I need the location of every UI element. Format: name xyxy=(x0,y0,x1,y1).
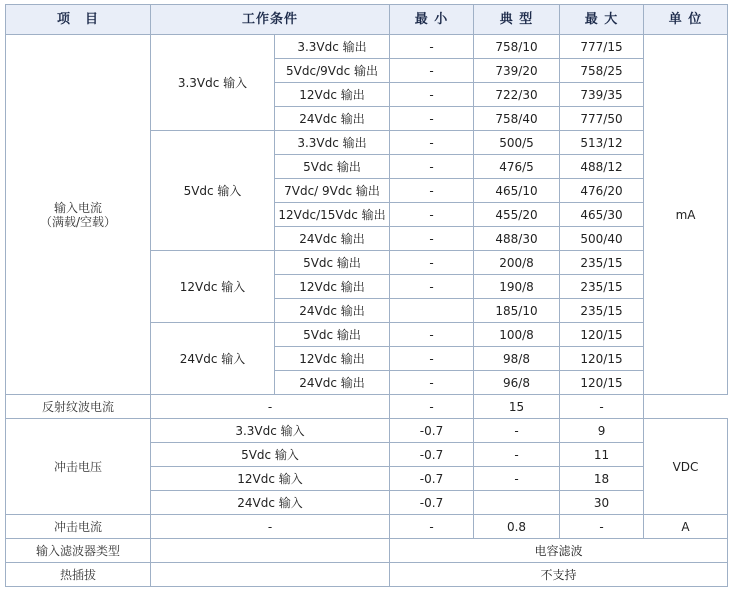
output-condition: 3.3Vdc 输出 xyxy=(275,35,390,59)
table-body xyxy=(6,35,728,587)
header-item: 项 目 xyxy=(6,5,151,35)
surge-condition: 5Vdc 输入 xyxy=(151,443,390,467)
filter-type-empty xyxy=(151,539,390,563)
header-max: 最 大 xyxy=(560,5,644,35)
min-value: - xyxy=(390,131,474,155)
max-value: 235/15 xyxy=(560,251,644,275)
surge-current-unit: A xyxy=(644,515,728,539)
header-min: 最 小 xyxy=(390,5,474,35)
typ-value: 15 xyxy=(474,395,560,419)
min-value: -0.7 xyxy=(390,443,474,467)
max-value: 235/15 xyxy=(560,299,644,323)
max-value: - xyxy=(560,515,644,539)
header-unit: 单 位 xyxy=(644,5,728,35)
min-value: - xyxy=(390,251,474,275)
min-value: - xyxy=(390,347,474,371)
output-condition: 3.3Vdc 输出 xyxy=(275,131,390,155)
max-value: 120/15 xyxy=(560,347,644,371)
min-value: -0.7 xyxy=(390,467,474,491)
output-condition: 24Vdc 输出 xyxy=(275,227,390,251)
table-row xyxy=(6,563,728,587)
hot-plug-empty xyxy=(151,563,390,587)
min-value: - xyxy=(390,35,474,59)
typ-value: 488/30 xyxy=(474,227,560,251)
output-condition: 24Vdc 输出 xyxy=(275,371,390,395)
typ-value: 98/8 xyxy=(474,347,560,371)
output-condition: 5Vdc 输出 xyxy=(275,251,390,275)
filter-type-label: 输入滤波器类型 xyxy=(6,539,151,563)
output-condition: 12Vdc/15Vdc 输出 xyxy=(275,203,390,227)
max-value: 120/15 xyxy=(560,323,644,347)
reflected-ripple-condition: - xyxy=(151,395,390,419)
min-value: - xyxy=(390,323,474,347)
min-value: - xyxy=(390,227,474,251)
max-value: 465/30 xyxy=(560,203,644,227)
typ-value: 758/40 xyxy=(474,107,560,131)
table-row xyxy=(6,539,728,563)
max-value: 120/15 xyxy=(560,371,644,395)
min-value: - xyxy=(390,371,474,395)
input-current-item-cell xyxy=(6,35,151,395)
min-value: - xyxy=(390,515,474,539)
output-condition: 7Vdc/ 9Vdc 输出 xyxy=(275,179,390,203)
output-condition: 12Vdc 输出 xyxy=(275,83,390,107)
spec-table xyxy=(5,4,728,587)
surge-condition: 24Vdc 输入 xyxy=(151,491,390,515)
min-value: - xyxy=(390,179,474,203)
max-value: 758/25 xyxy=(560,59,644,83)
typ-value xyxy=(474,491,560,515)
max-value: - xyxy=(560,395,644,419)
min-value: -0.7 xyxy=(390,419,474,443)
surge-current-condition: - xyxy=(151,515,390,539)
output-condition: 24Vdc 输出 xyxy=(275,299,390,323)
input-group-label: 3.3Vdc 输入 xyxy=(151,35,275,131)
output-condition: 12Vdc 输出 xyxy=(275,347,390,371)
header-row xyxy=(6,5,728,35)
reflected-ripple-label: 反射纹波电流 xyxy=(6,395,151,419)
typ-value: - xyxy=(474,419,560,443)
output-condition: 24Vdc 输出 xyxy=(275,107,390,131)
surge-voltage-unit: VDC xyxy=(644,419,728,515)
input-group-label: 5Vdc 输入 xyxy=(151,131,275,251)
min-value: - xyxy=(390,59,474,83)
surge-condition: 12Vdc 输入 xyxy=(151,467,390,491)
input-group-label: 24Vdc 输入 xyxy=(151,323,275,395)
hot-plug-value: 不支持 xyxy=(390,563,728,587)
input-current-unit: mA xyxy=(644,35,728,395)
typ-value: 476/5 xyxy=(474,155,560,179)
max-value: 777/15 xyxy=(560,35,644,59)
max-value: 18 xyxy=(560,467,644,491)
typ-value: 455/20 xyxy=(474,203,560,227)
max-value: 739/35 xyxy=(560,83,644,107)
output-condition: 12Vdc 输出 xyxy=(275,275,390,299)
typ-value: 100/8 xyxy=(474,323,560,347)
typ-value: 739/20 xyxy=(474,59,560,83)
header-condition: 工作条件 xyxy=(151,5,390,35)
min-value: - xyxy=(390,203,474,227)
typ-value: - xyxy=(474,467,560,491)
input-current-label: 输入电流 xyxy=(53,200,102,215)
filter-type-value: 电容滤波 xyxy=(390,539,728,563)
max-value: 488/12 xyxy=(560,155,644,179)
typ-value: 722/30 xyxy=(474,83,560,107)
header-typ: 典 型 xyxy=(474,5,560,35)
min-value: -0.7 xyxy=(390,491,474,515)
typ-value: 758/10 xyxy=(474,35,560,59)
surge-condition: 3.3Vdc 输入 xyxy=(151,419,390,443)
min-value: - xyxy=(390,275,474,299)
max-value: 476/20 xyxy=(560,179,644,203)
min-value: - xyxy=(390,107,474,131)
max-value: 30 xyxy=(560,491,644,515)
typ-value: 0.8 xyxy=(474,515,560,539)
output-condition: 5Vdc/9Vdc 输出 xyxy=(275,59,390,83)
table-row xyxy=(6,35,728,59)
hot-plug-label: 热插拔 xyxy=(6,563,151,587)
input-group-label: 12Vdc 输入 xyxy=(151,251,275,323)
table-row xyxy=(6,395,728,419)
output-condition: 5Vdc 输出 xyxy=(275,323,390,347)
max-value: 500/40 xyxy=(560,227,644,251)
min-value: - xyxy=(390,155,474,179)
typ-value: 96/8 xyxy=(474,371,560,395)
surge-voltage-label: 冲击电压 xyxy=(6,419,151,515)
table-row xyxy=(6,419,728,443)
typ-value: 185/10 xyxy=(474,299,560,323)
surge-current-label: 冲击电流 xyxy=(6,515,151,539)
min-value: - xyxy=(390,83,474,107)
table-row xyxy=(6,515,728,539)
max-value: 777/50 xyxy=(560,107,644,131)
max-value: 9 xyxy=(560,419,644,443)
typ-value: 500/5 xyxy=(474,131,560,155)
max-value: 235/15 xyxy=(560,275,644,299)
typ-value: - xyxy=(474,443,560,467)
typ-value: 465/10 xyxy=(474,179,560,203)
typ-value: 200/8 xyxy=(474,251,560,275)
output-condition: 5Vdc 输出 xyxy=(275,155,390,179)
max-value: 513/12 xyxy=(560,131,644,155)
typ-value: 190/8 xyxy=(474,275,560,299)
input-current-sublabel: （满载/空载） xyxy=(39,214,117,229)
max-value: 11 xyxy=(560,443,644,467)
min-value: - xyxy=(390,395,474,419)
min-value xyxy=(390,299,474,323)
